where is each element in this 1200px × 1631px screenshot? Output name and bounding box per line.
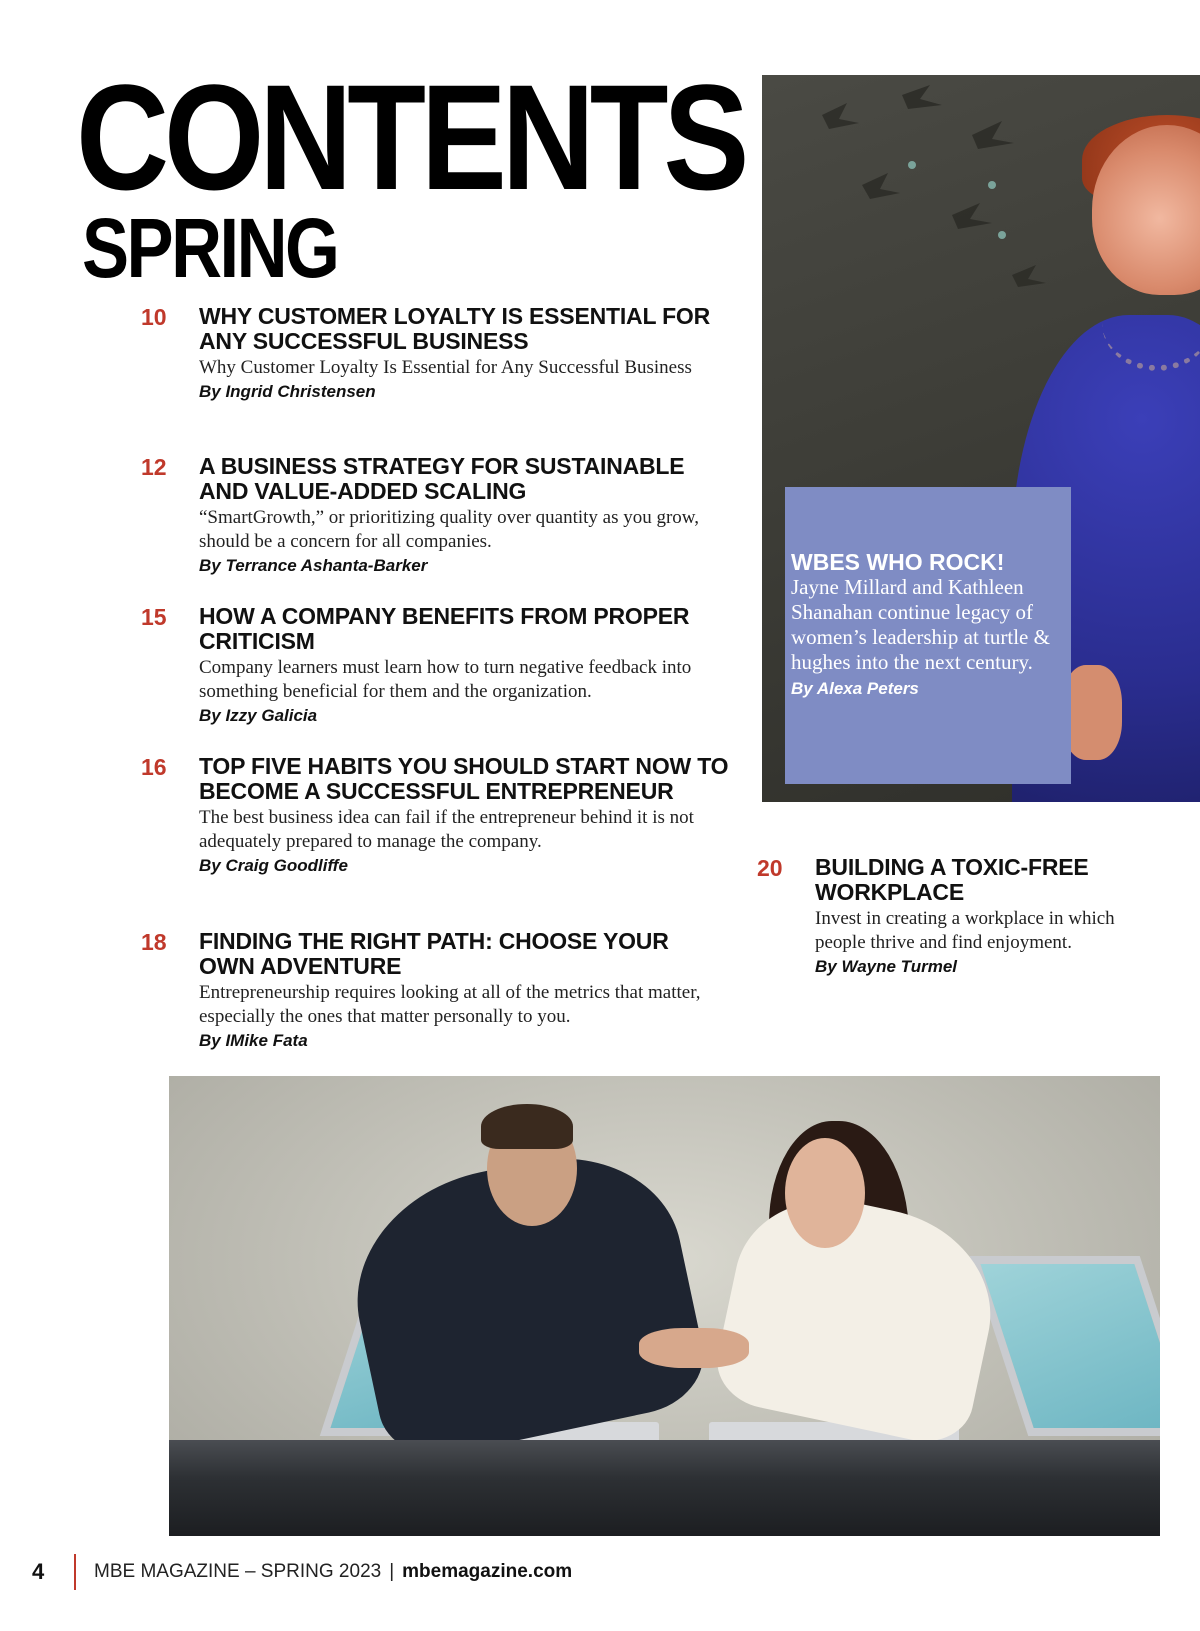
article-description: Invest in creating a workplace in which people thrive and find enjoyment.: [815, 908, 1115, 953]
page-number: 12: [141, 454, 167, 480]
footer-website-link[interactable]: mbemagazine.com: [402, 1561, 573, 1582]
issue-season-title: SPRING: [82, 201, 338, 295]
page-number: 10: [141, 304, 167, 330]
article-headline[interactable]: BUILDING A TOXIC-FREE WORKPLACE: [815, 854, 1089, 905]
article-byline: By Craig Goodliffe: [199, 856, 348, 875]
person-hand: [1062, 665, 1122, 760]
article-byline: By Ingrid Christensen: [199, 382, 376, 401]
article-headline[interactable]: A BUSINESS STRATEGY FOR SUSTAINABLE AND VALUE-ADDED SCALING: [199, 453, 685, 504]
toc-entry[interactable]: [757, 854, 1115, 979]
article-description: “SmartGrowth,” or prioritizing quality over quantity as you grow, should be a concern for all companies.: [199, 507, 700, 552]
page-number: 20: [757, 855, 783, 881]
right-laptop-screen: [970, 1256, 1160, 1436]
article-byline: By IMike Fata: [199, 1031, 308, 1050]
handshake: [639, 1328, 749, 1368]
article-headline[interactable]: WHY CUSTOMER LOYALTY IS ESSENTIAL FOR ANY SUCCESSFUL BUSINESS: [199, 303, 711, 354]
footer-page-number: 4: [32, 1559, 45, 1584]
table: [169, 1440, 1160, 1536]
article-byline: By Terrance Ashanta-Barker: [199, 556, 428, 575]
article-byline: By Izzy Galicia: [199, 706, 318, 725]
toc-entry[interactable]: [141, 928, 729, 1053]
feature-callout[interactable]: [785, 487, 1071, 784]
article-description: Entrepreneurship requires looking at all of the metrics that matter, especially the ones that matter personally to you.: [199, 982, 701, 1027]
handshake-photo: [169, 1076, 1160, 1536]
woman-face: [785, 1138, 865, 1248]
page-number: 18: [141, 929, 167, 955]
feature-byline: By Alexa Peters: [791, 679, 919, 698]
toc-entry[interactable]: [141, 603, 729, 728]
footer-divider: [74, 1554, 76, 1590]
article-description: Company learners must learn how to turn negative feedback into something beneficial for them and the organization.: [199, 657, 692, 702]
wall-art-birds-icon: [762, 75, 1062, 335]
feature-description: Jayne Millard and Kathleen Shanahan continue legacy of women’s leadership at turtle & hughes into the next century.: [791, 575, 1050, 674]
article-description: The best business idea can fail if the entrepreneur behind it is not adequately prepared to manage the company.: [199, 807, 694, 852]
footer-separator: |: [389, 1561, 395, 1582]
page-number: 15: [141, 604, 167, 630]
toc-entry[interactable]: [141, 303, 729, 404]
article-byline: By Wayne Turmel: [815, 957, 958, 976]
feature-headline[interactable]: WBES WHO ROCK!: [791, 549, 1005, 575]
article-headline[interactable]: FINDING THE RIGHT PATH: CHOOSE YOUR OWN ADVENTURE: [199, 928, 669, 979]
toc-entry[interactable]: [141, 753, 729, 878]
article-headline[interactable]: HOW A COMPANY BENEFITS FROM PROPER CRITICISM: [199, 603, 690, 654]
toc-entry[interactable]: [141, 453, 729, 578]
article-description: Why Customer Loyalty Is Essential for Any Successful Business: [199, 357, 692, 378]
contents-title: CONTENTS: [76, 53, 745, 221]
man-hair: [481, 1104, 573, 1149]
article-headline[interactable]: TOP FIVE HABITS YOU SHOULD START NOW TO BECOME A SUCCESSFUL ENTREPRENEUR: [199, 753, 729, 804]
page-number: 16: [141, 754, 167, 780]
page-footer: [32, 1552, 572, 1592]
footer-magazine-issue: MBE MAGAZINE – SPRING 2023: [94, 1561, 382, 1582]
